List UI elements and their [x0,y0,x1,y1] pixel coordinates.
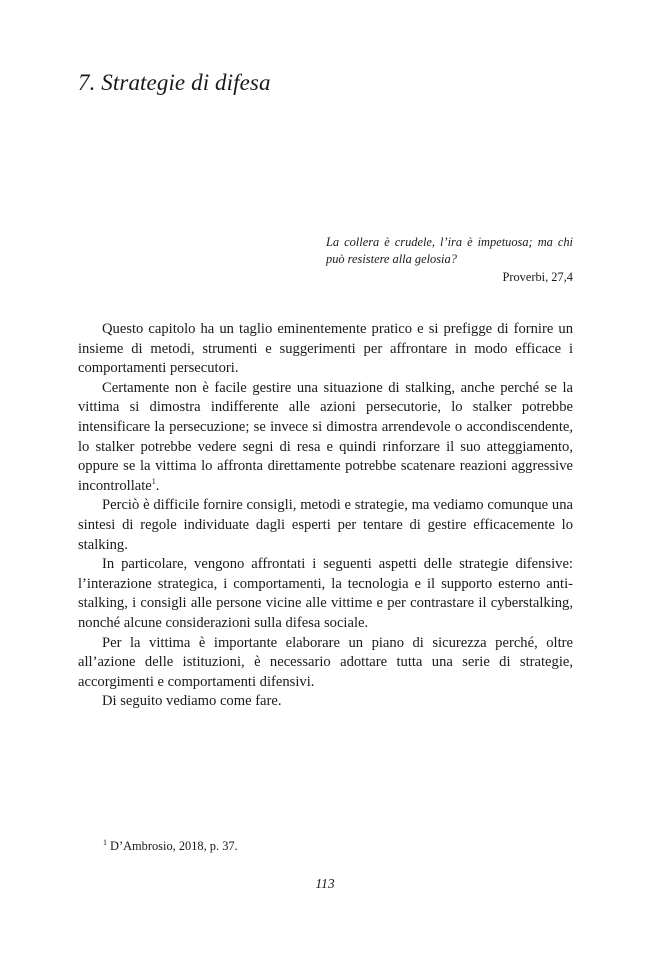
footnote-text: D’Ambrosio, 2018, p. 37. [110,839,238,853]
paragraph-3: Perciò è difficile fornire consigli, metodi e strategie, ma vediamo comunque una sintesi di regole individuate dagli esperti per tentare di gestire efficacemente lo stalking. [78,497,573,553]
chapter-title: 7. Strategie di difesa [78,70,271,95]
paragraph-4: In particolare, vengono affrontati i seguenti aspetti delle strategie difensive: l’interazione strategica, i comportamenti, la tecnologia e il supporto esterno anti-stalking, i consigli alle persone vicine alle vittime e per contrastare il cyberstalking, nonché alcune considerazioni sulla difesa sociale. [78,556,573,631]
epigraph-source: Proverbi, 27,4 [502,270,573,284]
paragraph-6: Di seguito vediamo come fare. [102,693,282,710]
footnote [103,839,238,854]
footnote-reference[interactable]: 1 [151,476,156,486]
paragraph-2-text: Certamente non è facile gestire una situazione di stalking, anche perché se la vittima si dimostra indifferente alle azioni persecutorie, lo stalker potrebbe intensificare la persecuzione; se invece si dimostra arrendevole o accondiscendente, lo stalker potrebbe vedere segni di resa e quindi rinforzare il suo atteggiamento, oppure se la vittima lo affronta direttamente potrebbe scatenare reazioni aggressive incontrollate [78,379,573,494]
epigraph [326,234,573,286]
chapter-body [78,320,573,712]
paragraph-5: Per la vittima è importante elaborare un piano di sicurezza perché, oltre all’azione delle istituzioni, è necessario adottare tutta una serie di strategie, accorgimenti e comportamenti difensivi. [78,634,573,690]
page-number: 113 [315,876,335,891]
paragraph-1: Questo capitolo ha un taglio eminentemente pratico e si prefigge di fornire un insieme di metodi, strumenti e suggerimenti per affrontare in modo efficace i comportamenti persecutori. [78,321,573,377]
paragraph-2: Certamente non è facile gestire una situazione di stalking, anche perché se la vittima si dimostra indifferente alle azioni persecutorie, lo stalker potrebbe intensificare la persecuzione; se invece si dimostra arrendevole o accondiscendente, lo stalker potrebbe vedere segni di resa e quindi rinforzare il suo atteggiamento, oppure se la vittima lo affronta direttamente potrebbe scatenare reazioni aggressive incontrollate$^1$. [78,379,573,494]
footnote-number: 1 [103,837,107,847]
epigraph-quote: La collera è crudele, l’ira è impetuosa; ma chi può resistere alla gelosia? [326,235,573,266]
